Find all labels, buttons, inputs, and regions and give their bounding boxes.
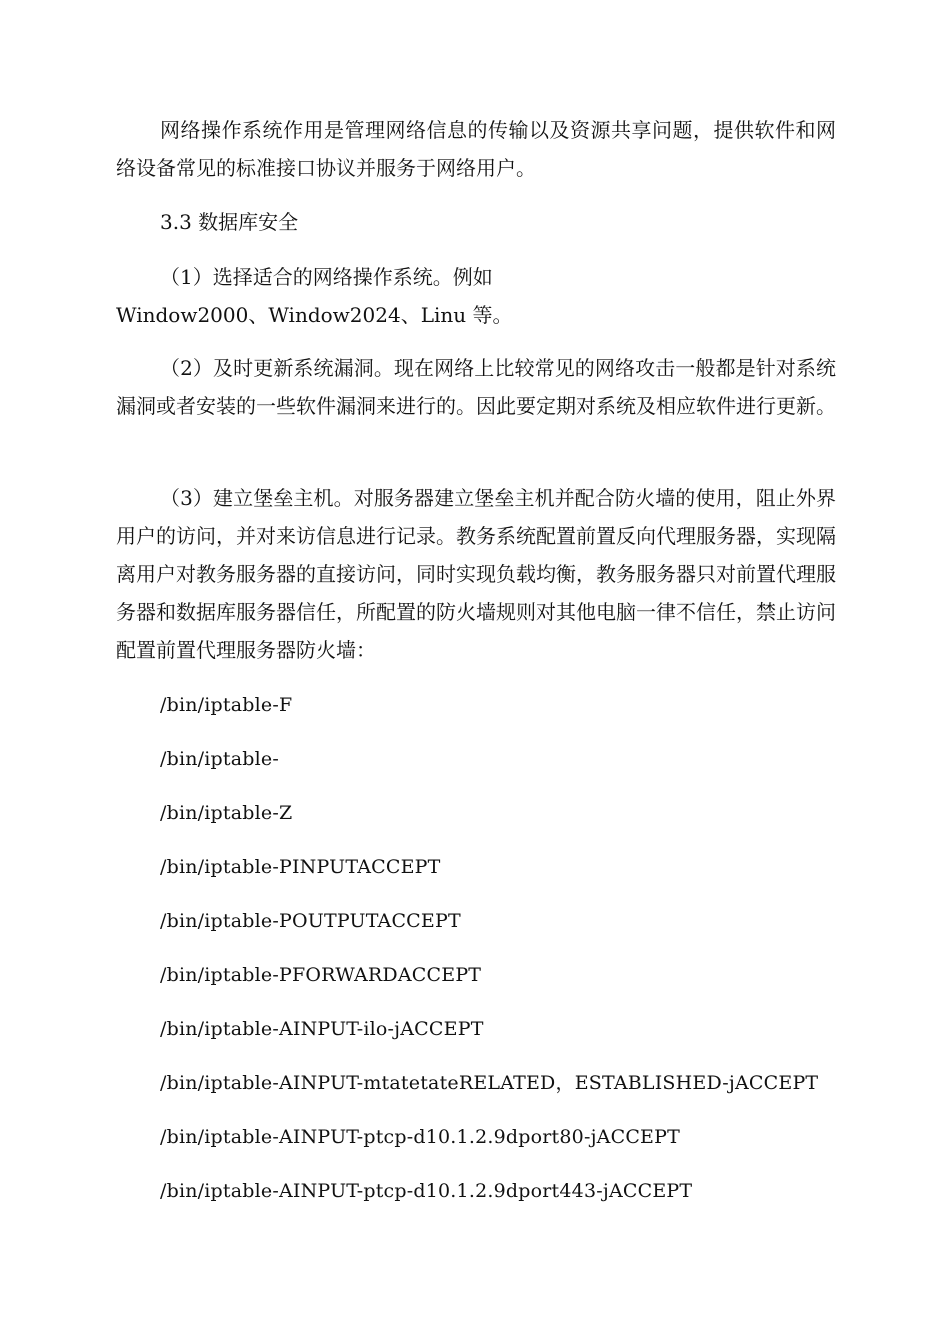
- paragraph-choose-os-line1: （1）选择适合的网络操作系统。例如: [160, 265, 493, 289]
- command-line: /bin/iptable-AINPUT-ptcp-d10.1.2.9dport443-jACCEPT: [160, 1180, 693, 1202]
- paragraph-network-os: 网络操作系统作用是管理网络信息的传输以及资源共享问题，提供软件和网络设备常见的标准接口协议并服务于网络用户。: [116, 118, 836, 180]
- command-line: /bin/iptable-AINPUT-mtatetateRELATED，ESTABLISHED-jACCEPT: [160, 1072, 819, 1094]
- command-line: /bin/iptable-POUTPUTACCEPT: [160, 910, 461, 932]
- paragraph-update-vulnerabilities: （2）及时更新系统漏洞。现在网络上比较常见的网络攻击一般都是针对系统漏洞或者安装的一些软件漏洞来进行的。因此要定期对系统及相应软件进行更新。: [116, 356, 836, 418]
- command-line: /bin/iptable-AINPUT-ilo-jACCEPT: [160, 1018, 484, 1040]
- command-line: /bin/iptable-PFORWARDACCEPT: [160, 964, 482, 986]
- paragraph-bastion-host: （3）建立堡垒主机。对服务器建立堡垒主机并配合防火墙的使用，阻止外界用户的访问，并对来访信息进行记录。教务系统配置前置反向代理服务器，实现隔离用户对教务服务器的直接访问，同时实现负载均衡，教务服务器只对前置代理服务器和数据库服务器信任，所配置的防火墙规则对其他电脑一律不信任，禁止访问配置前置代理服务器防火墙：: [116, 486, 836, 662]
- command-line: /bin/iptable-AINPUT-ptcp-d10.1.2.9dport80-jACCEPT: [160, 1126, 680, 1148]
- command-line: /bin/iptable-: [160, 748, 279, 770]
- section-heading-database-security: 3.3 数据库安全: [160, 210, 299, 234]
- command-line: /bin/iptable-PINPUTACCEPT: [160, 856, 441, 878]
- command-line: /bin/iptable-Z: [160, 802, 293, 824]
- paragraph-choose-os-line2: Window2000、Window2024、Linu 等。: [116, 303, 513, 327]
- command-line: /bin/iptable-F: [160, 694, 293, 716]
